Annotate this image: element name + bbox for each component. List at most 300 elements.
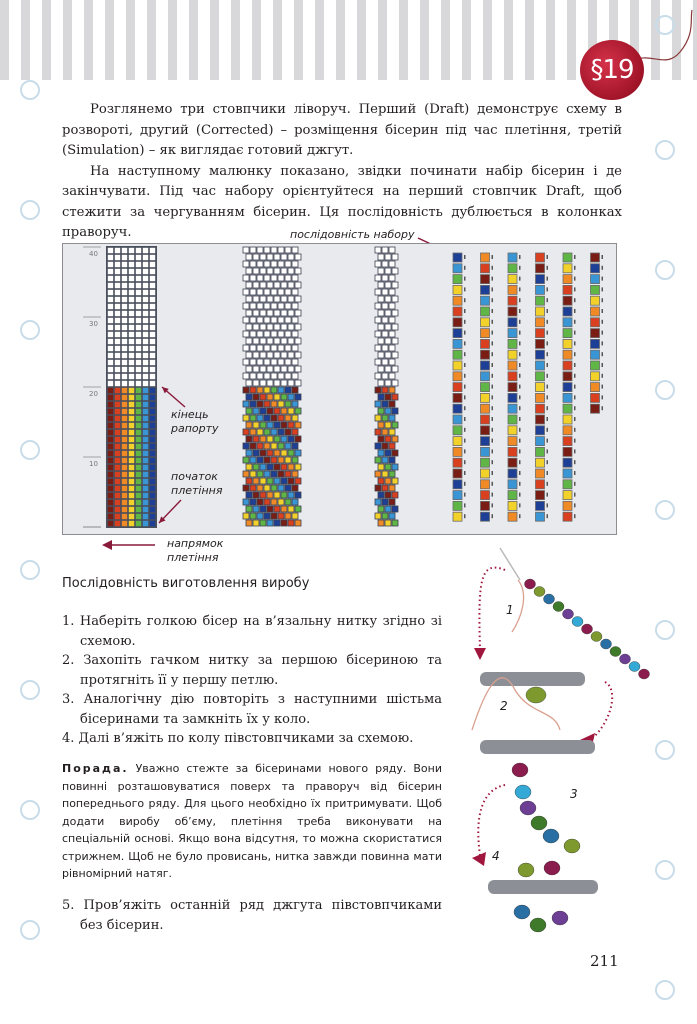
draft-bead (129, 521, 134, 526)
draft-bead (122, 402, 127, 407)
sequence-mark (492, 417, 494, 421)
corrected-bead (292, 401, 298, 407)
corrected-bead (257, 499, 263, 505)
corrected-bead (292, 485, 298, 491)
sequence-mark (464, 439, 466, 443)
sequence-bead (508, 469, 517, 478)
draft-bead (115, 388, 120, 393)
draft-bead (122, 521, 127, 526)
corrected-bead (295, 408, 301, 414)
draft-bead (122, 472, 127, 477)
sequence-mark (574, 514, 576, 518)
corrected-bead (278, 289, 284, 295)
draft-bead (136, 458, 141, 463)
corrected-bead (271, 513, 277, 519)
draft-bead (136, 255, 141, 260)
corrected-bead (260, 352, 266, 358)
simulation-bead (382, 303, 388, 309)
corrected-bead (281, 268, 287, 274)
draft-bead (129, 465, 134, 470)
step-item: 1. Наберіть голкою бісер на в’язальну нитку згідно зі схемою. (62, 614, 442, 649)
corrected-bead (285, 457, 291, 463)
sequence-bead (508, 253, 517, 262)
sequence-mark (464, 514, 466, 518)
draft-bead (129, 290, 134, 295)
corrected-bead (278, 471, 284, 477)
sequence-mark (519, 298, 521, 302)
sequence-mark (492, 482, 494, 486)
corrected-bead (271, 289, 277, 295)
draft-bead (108, 255, 113, 260)
draft-bead (136, 262, 141, 267)
corrected-bead (288, 254, 294, 260)
corrected-bead (253, 464, 259, 470)
sequence-bead (536, 404, 545, 413)
corrected-bead (267, 268, 273, 274)
simulation-bead (392, 268, 398, 274)
sequence-mark (492, 471, 494, 475)
draft-bead (108, 367, 113, 372)
sequence-mark (492, 277, 494, 281)
draft-bead (150, 458, 155, 463)
sequence-mark (464, 298, 466, 302)
draft-bead (143, 437, 148, 442)
corrected-bead (285, 387, 291, 393)
sequence-bead (591, 285, 600, 294)
draft-bead (108, 332, 113, 337)
bead (591, 632, 602, 642)
draft-bead (108, 486, 113, 491)
corrected-bead (292, 345, 298, 351)
corrected-bead (295, 268, 301, 274)
draft-bead (136, 381, 141, 386)
corrected-bead (260, 436, 266, 442)
draft-bead (115, 353, 120, 358)
draft-bead (115, 318, 120, 323)
draft-bead (150, 304, 155, 309)
draft-bead (115, 290, 120, 295)
sequence-bead (481, 404, 490, 413)
corrected-bead (292, 499, 298, 505)
sequence-mark (492, 309, 494, 313)
draft-bead (136, 360, 141, 365)
draft-bead (143, 465, 148, 470)
draft-bead (143, 360, 148, 365)
sequence-mark (464, 320, 466, 324)
draft-bead (115, 283, 120, 288)
draft-bead (143, 248, 148, 253)
sequence-bead (508, 447, 517, 456)
draft-bead (108, 269, 113, 274)
simulation-bead (389, 457, 395, 463)
corrected-bead (295, 324, 301, 330)
sequence-mark (602, 395, 604, 399)
draft-bead (143, 283, 148, 288)
corrected-bead (250, 359, 256, 365)
draft-bead (150, 367, 155, 372)
draft-bead (108, 290, 113, 295)
sequence-mark (519, 493, 521, 497)
watermark-logo-icon (20, 320, 40, 340)
draft-bead (129, 297, 134, 302)
draft-bead (122, 486, 127, 491)
sequence-bead (481, 296, 490, 305)
corrected-bead (260, 450, 266, 456)
corrected-bead (292, 331, 298, 337)
sequence-mark (602, 363, 604, 367)
sequence-bead (453, 361, 462, 370)
draft-bead (150, 332, 155, 337)
draft-bead (136, 514, 141, 519)
draft-bead (136, 388, 141, 393)
corrected-bead (264, 471, 270, 477)
corrected-bead (285, 345, 291, 351)
draft-bead (129, 430, 134, 435)
corrected-bead (281, 464, 287, 470)
draft-bead (115, 472, 120, 477)
sequence-bead (563, 296, 572, 305)
sequence-mark (602, 385, 604, 389)
sequence-mark (519, 439, 521, 443)
sequence-mark (602, 331, 604, 335)
simulation-bead (375, 247, 381, 253)
corrected-bead (271, 485, 277, 491)
corrected-bead (288, 380, 294, 386)
corrected-bead (257, 429, 263, 435)
simulation-bead (378, 380, 384, 386)
sequence-bead (508, 339, 517, 348)
draft-bead (143, 339, 148, 344)
simulation-bead (382, 373, 388, 379)
corrected-bead (292, 247, 298, 253)
sequence-mark (464, 503, 466, 507)
corrected-bead (271, 303, 277, 309)
sequence-bead (536, 512, 545, 521)
sequence-bead (591, 253, 600, 262)
draft-bead (115, 493, 120, 498)
sequence-mark (602, 341, 604, 345)
corrected-bead (292, 457, 298, 463)
draft-tick-label: 40 (89, 250, 98, 258)
simulation-bead (382, 499, 388, 505)
corrected-bead (292, 429, 298, 435)
corrected-bead (260, 422, 266, 428)
sequence-bead (563, 329, 572, 338)
corrected-bead (253, 268, 259, 274)
corrected-bead (260, 478, 266, 484)
sequence-mark (602, 309, 604, 313)
sequence-bead (481, 415, 490, 424)
draft-bead (150, 430, 155, 435)
beading-diagram (62, 243, 617, 535)
sequence-bead (508, 404, 517, 413)
simulation-bead (389, 443, 395, 449)
sequence-bead (453, 339, 462, 348)
sequence-bead (536, 350, 545, 359)
corrected-bead (274, 268, 280, 274)
corrected-bead (264, 317, 270, 323)
corrected-bead (267, 506, 273, 512)
draft-bead (129, 269, 134, 274)
draft-bead (122, 346, 127, 351)
simulation-bead (392, 478, 398, 484)
simulation-bead (378, 310, 384, 316)
step-number-4: 4 (492, 849, 500, 863)
corrected-bead (246, 492, 252, 498)
draft-bead (122, 325, 127, 330)
draft-bead (129, 304, 134, 309)
corrected-bead (267, 450, 273, 456)
draft-bead (136, 395, 141, 400)
sequence-mark (464, 385, 466, 389)
corrected-bead (278, 317, 284, 323)
draft-bead (122, 493, 127, 498)
draft-bead (136, 304, 141, 309)
corrected-bead (253, 506, 259, 512)
sequence-mark (602, 406, 604, 410)
sequence-mark (574, 255, 576, 259)
corrected-bead (281, 366, 287, 372)
step-item: 3. Аналогічну дію повторіть з наступними шістьма бісеринами та замкніть їх у коло. (62, 692, 442, 727)
sequence-mark (574, 439, 576, 443)
draft-bead (143, 304, 148, 309)
draft-bead (136, 283, 141, 288)
draft-bead (150, 353, 155, 358)
simulation-bead (392, 464, 398, 470)
draft-bead (150, 388, 155, 393)
bead (544, 594, 555, 604)
sequence-bead (481, 361, 490, 370)
draft-bead (122, 248, 127, 253)
dotted-arrow-icon (478, 785, 505, 855)
corrected-bead (295, 520, 301, 526)
draft-bead (122, 507, 127, 512)
draft-bead (115, 451, 120, 456)
corrected-bead (278, 429, 284, 435)
draft-bead (143, 311, 148, 316)
sequence-mark (464, 460, 466, 464)
sequence-mark (464, 266, 466, 270)
corrected-bead (260, 282, 266, 288)
corrected-bead (271, 387, 277, 393)
corrected-bead (250, 387, 256, 393)
corrected-bead (246, 296, 252, 302)
draft-bead (129, 423, 134, 428)
corrected-bead (250, 247, 256, 253)
draft-bead (143, 472, 148, 477)
draft-bead (122, 332, 127, 337)
sequence-bead (508, 307, 517, 316)
corrected-bead (295, 450, 301, 456)
sequence-mark (492, 331, 494, 335)
draft-bead (143, 255, 148, 260)
sequence-mark (464, 417, 466, 421)
corrected-bead (264, 331, 270, 337)
sequence-bead (508, 512, 517, 521)
corrected-bead (274, 436, 280, 442)
corrected-bead (267, 338, 273, 344)
draft-bead (136, 402, 141, 407)
draft-bead (129, 458, 134, 463)
draft-bead (129, 388, 134, 393)
corrected-bead (278, 373, 284, 379)
bead (514, 905, 530, 919)
corrected-bead (250, 289, 256, 295)
corrected-bead (257, 513, 263, 519)
draft-bead (115, 367, 120, 372)
corrected-bead (267, 254, 273, 260)
sequence-mark (492, 352, 494, 356)
corrected-bead (250, 471, 256, 477)
draft-bead (150, 255, 155, 260)
corrected-bead (257, 443, 263, 449)
sequence-mark (547, 439, 549, 443)
draft-bead (136, 521, 141, 526)
draft-bead (122, 430, 127, 435)
sequence-bead (453, 264, 462, 273)
sequence-mark (464, 374, 466, 378)
sequence-mark (519, 514, 521, 518)
sequence-bead (591, 404, 600, 413)
sequence-mark (492, 503, 494, 507)
draft-bead (108, 395, 113, 400)
arrow-head-icon (474, 648, 486, 660)
simulation-bead (392, 492, 398, 498)
corrected-bead (243, 485, 249, 491)
corrected-bead (257, 401, 263, 407)
sequence-mark (519, 309, 521, 313)
simulation-bead (392, 450, 398, 456)
corrected-bead (285, 359, 291, 365)
corrected-bead (250, 261, 256, 267)
corrected-bead (246, 450, 252, 456)
simulation-bead (389, 275, 395, 281)
bead (553, 602, 564, 612)
draft-bead (115, 339, 120, 344)
corrected-bead (274, 520, 280, 526)
sequence-mark (574, 352, 576, 356)
corrected-bead (264, 499, 270, 505)
sequence-bead (591, 339, 600, 348)
simulation-bead (375, 457, 381, 463)
sequence-bead (453, 469, 462, 478)
crochet-hook-icon (480, 740, 595, 754)
draft-bead (108, 493, 113, 498)
simulation-bead (392, 520, 398, 526)
sequence-bead (481, 329, 490, 338)
draft-bead (115, 416, 120, 421)
draft-bead (108, 297, 113, 302)
sequence-bead (536, 275, 545, 284)
simulation-bead (389, 247, 395, 253)
sequence-bead (508, 329, 517, 338)
sequence-bead (508, 437, 517, 446)
corrected-bead (285, 513, 291, 519)
sequence-mark (492, 287, 494, 291)
sequence-mark (519, 331, 521, 335)
corrected-bead (253, 422, 259, 428)
simulation-bead (382, 513, 388, 519)
corrected-bead (257, 415, 263, 421)
corrected-bead (288, 310, 294, 316)
sequence-mark (547, 449, 549, 453)
corrected-bead (278, 401, 284, 407)
corrected-bead (292, 415, 298, 421)
draft-bead (129, 486, 134, 491)
draft-bead (122, 304, 127, 309)
draft-bead (143, 507, 148, 512)
sequence-bead (481, 458, 490, 467)
draft-bead (115, 332, 120, 337)
corrected-bead (257, 303, 263, 309)
simulation-bead (382, 443, 388, 449)
corrected-bead (257, 261, 263, 267)
draft-bead (129, 381, 134, 386)
sequence-bead (563, 307, 572, 316)
sequence-bead (453, 285, 462, 294)
corrected-bead (295, 464, 301, 470)
simulation-bead (385, 464, 391, 470)
draft-bead (136, 276, 141, 281)
simulation-bead (385, 282, 391, 288)
draft-bead (150, 472, 155, 477)
simulation-bead (389, 401, 395, 407)
draft-bead (136, 423, 141, 428)
draft-bead (150, 444, 155, 449)
corrected-bead (243, 401, 249, 407)
draft-bead (108, 388, 113, 393)
corrected-bead (295, 492, 301, 498)
corrected-bead (281, 282, 287, 288)
corrected-bead (253, 408, 259, 414)
simulation-bead (389, 345, 395, 351)
draft-bead (108, 507, 113, 512)
draft-bead (122, 360, 127, 365)
corrected-bead (278, 415, 284, 421)
corrected-bead (271, 317, 277, 323)
sequence-mark (574, 385, 576, 389)
corrected-bead (285, 429, 291, 435)
sequence-bead (481, 372, 490, 381)
bead (512, 763, 528, 777)
corrected-bead (285, 499, 291, 505)
draft-bead (129, 472, 134, 477)
corrected-bead (267, 366, 273, 372)
draft-bead (115, 325, 120, 330)
corrected-bead (264, 485, 270, 491)
corrected-bead (288, 478, 294, 484)
corrected-bead (253, 436, 259, 442)
corrected-bead (271, 429, 277, 435)
draft-bead (150, 248, 155, 253)
sequence-mark (574, 341, 576, 345)
draft-bead (115, 374, 120, 379)
draft-bead (150, 346, 155, 351)
corrected-bead (246, 366, 252, 372)
simulation-bead (389, 289, 395, 295)
sequence-bead (591, 350, 600, 359)
draft-bead (129, 339, 134, 344)
sequence-bead (481, 253, 490, 262)
sequence-bead (508, 264, 517, 273)
corrected-bead (264, 387, 270, 393)
draft-bead (108, 360, 113, 365)
corrected-bead (267, 394, 273, 400)
corrected-bead (274, 478, 280, 484)
corrected-bead (281, 408, 287, 414)
draft-tick-label: 20 (89, 390, 98, 398)
corrected-bead (278, 443, 284, 449)
